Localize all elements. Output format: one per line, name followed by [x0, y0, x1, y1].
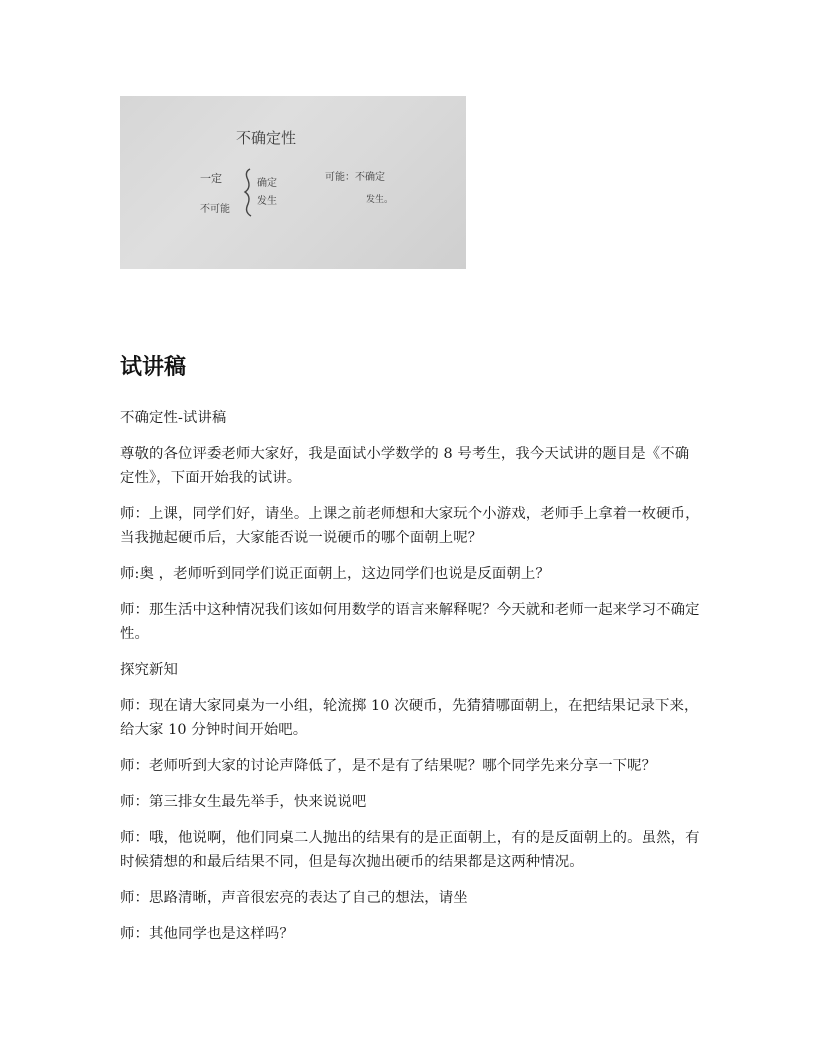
paragraph: 师:奥 ，老师听到同学们说正面朝上，这边同学们也说是反面朝上？: [120, 566, 550, 582]
paragraph: 师：其他同学也是这样吗？: [120, 926, 294, 942]
paragraph: 师：老师听到大家的讨论声降低了，是不是有了结果呢？哪个同学先来分享一下呢？: [120, 758, 657, 774]
paragraph: 师：思路清晰，声音很宏亮的表达了自己的想法，请坐: [120, 890, 468, 906]
photo-right-line-2: 发生。: [366, 195, 394, 205]
paragraph: 尊敬的各位评委老师大家好，我是面试小学数学的 8 号考生，我今天试讲的题目是《不确定性》，下面开始我的试讲。: [120, 446, 690, 486]
handwritten-notes-drawing: [120, 96, 466, 269]
paragraph: 师：那生活中这种情况我们该如何用数学的语言来解释呢？今天就和老师一起来学习不确定性。: [120, 602, 700, 642]
photo-mid-line-2: 发生: [257, 196, 277, 207]
speech-script-body: [120, 406, 700, 958]
photo-title-text: 不确定性: [236, 129, 297, 147]
photo-left-line-1: 一定: [200, 172, 222, 185]
paragraph: 师：哦，他说啊，他们同桌二人抛出的结果有的是正面朝上，有的是反面朝上的。虽然，有时候猜想的和最后结果不同，但是每次抛出硬币的结果都是这两种情况。: [120, 830, 700, 870]
photo-mid-line-1: 确定: [257, 178, 277, 189]
photo-left-line-2: 不可能: [200, 204, 230, 215]
brace-mark: [245, 169, 251, 216]
paragraph: 师：第三排女生最先举手，快来说说吧: [120, 794, 367, 810]
handwritten-notes-photo: [120, 96, 466, 269]
paragraph: 师：上课，同学们好，请坐。上课之前老师想和大家玩个小游戏，老师手上拿着一枚硬币，当我抛起硬币后，大家能否说一说硬币的哪个面朝上呢？: [120, 506, 700, 546]
paragraph: 师：现在请大家同桌为一小组，轮流掷 10 次硬币，先猜猜哪面朝上，在把结果记录下来，给大家 10 分钟时间开始吧。: [120, 698, 699, 738]
photo-right-line-1: 可能：不确定: [325, 172, 385, 183]
page-title: 试讲稿: [120, 355, 187, 380]
section-heading: 探究新知: [120, 662, 178, 678]
paragraph: 不确定性-试讲稿: [120, 410, 227, 426]
